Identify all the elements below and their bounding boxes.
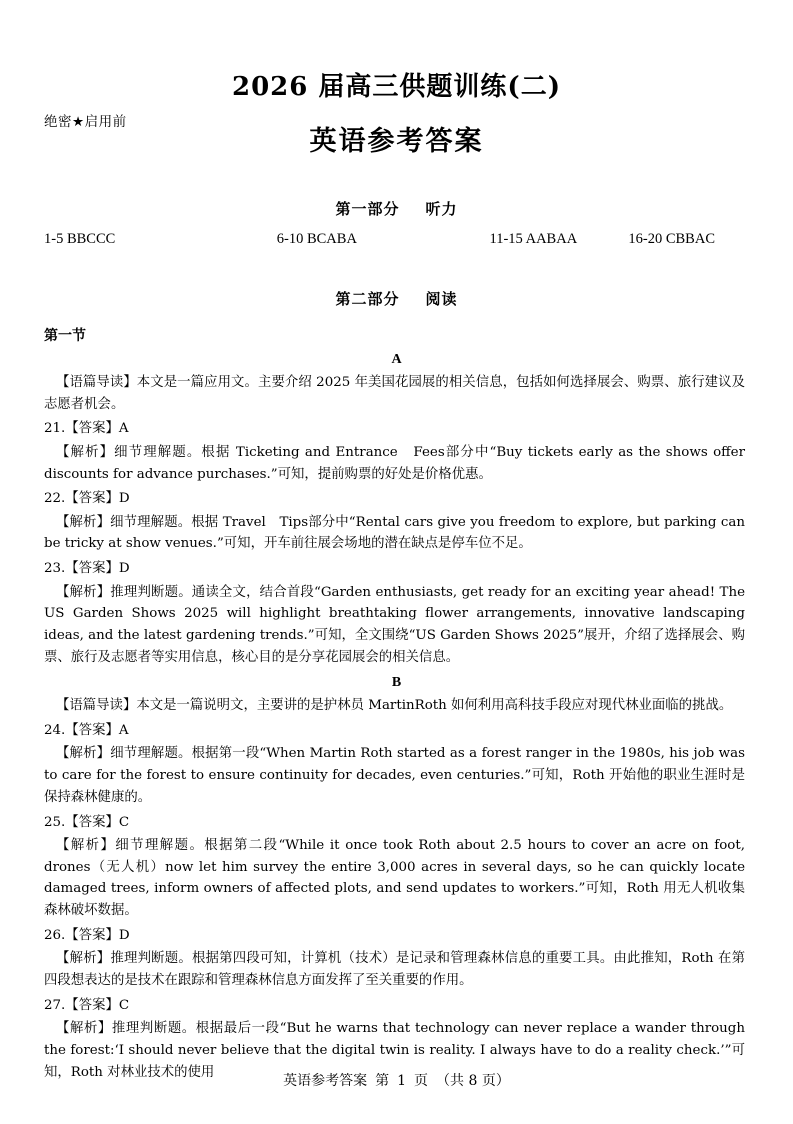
passage-letter-a: A [391,352,402,367]
explanation-text: 【解析】细节理解题。根据第二段“While it once took Roth about 2.5 hours to cover an acre on foot, drones（无人机）now let him survey the entire 3,000 acres in several days, so he can quickly locate damaged trees, inform owners of affected plots, and send updates to workers.”可知，Roth 用无人机收集森林破坏数据。 [44,838,745,919]
explanation-text: 【解析】推理判断题。根据第四段可知，计算机（技术）是记录和管理森林信息的重要工具。由此推知，Roth 在第四段想表达的是技术在跟踪和管理森林信息方面发挥了至关重要的作用。 [44,951,745,988]
answer-line: 27.【答案】C [44,997,130,1013]
page-subtitle: 英语参考答案 [309,126,484,157]
answer-line: 26.【答案】D [44,927,130,943]
part-one-heading [0,198,793,219]
part-one-name: 听力 [425,200,458,218]
footer-label: 英语参考答案 [283,1073,368,1089]
listening-answers-3: 11-15 AABAA [489,231,578,247]
passage-guide: 【语篇导读】本文是一篇应用文。主要介绍 2025 年美国花园展的相关信息，包括如何选择展会、购票、旅行建议及志愿者机会。 [44,375,745,412]
footer-total-pages: （共 8 页） [436,1073,510,1089]
listening-answers-4: 16-20 CBBAC [628,231,715,247]
secret-mark: 绝密★启用前 [44,114,127,130]
explanation-text: 【解析】推理判断题。通读全文，结合首段“Garden enthusiasts, get ready for an exciting year ahead! The US Garden Shows 2025 will highlight breathtaking flower arrangements, innovative landscaping ideas, and the latest gardening trends.”可知，全文围绕“US Garden Shows 2025”展开，介绍了选择展会、购票、旅行及志愿者等实用信息，核心目的是分享花园展会的相关信息。 [44,584,745,665]
footer-page-prefix: 第 [375,1073,390,1089]
listening-answers-row [0,231,793,248]
footer-page-suffix: 页 [414,1073,429,1089]
passage-guide: 【语篇导读】本文是一篇说明文，主要讲的是护林员 MartinRoth 如何利用高科技手段应对现代林业面临的挑战。 [56,698,733,714]
subsection-one-label: 第一节 [44,328,86,344]
explanation-text: 【解析】细节理解题。根据第一段“When Martin Roth started as a forest ranger in the 1980s, his job was to care for the forest to ensure continuity for decades, even centuries.”可知，Roth 开始他的职业生涯时是保持森林健康的。 [44,746,745,805]
answer-line: 25.【答案】C [44,814,130,830]
part-two-heading [0,288,793,309]
passage-b-body [0,695,793,1083]
part-two-label: 第二部分 [335,290,400,308]
answer-line: 21.【答案】A [44,421,129,437]
listening-answers-1: 1-5 BBCCC [44,231,116,247]
footer-page-number: 1 [397,1073,407,1089]
explanation-text: 【解析】推理判断题。根据最后一段“But he warns that technology can never replace a wander through the forest:‘I should never believe that the digital twin is reality. I always have to do a reality check.’”可知，Roth 对林业技术的使用 [44,1021,745,1080]
answer-line: 24.【答案】A [44,723,129,739]
page-title: 2026 届高三供题训练(二) [231,72,562,102]
part-two-name: 阅读 [425,290,458,308]
explanation-text: 【解析】细节理解题。根据 Travel Tips部分中“Rental cars give you freedom to explore, but parking can be tricky at show venues.”可知，开车前往展会场地的潜在缺点是停车位不足。 [44,514,745,552]
answer-line: 23.【答案】D [44,561,130,577]
part-one-label: 第一部分 [335,200,400,218]
explanation-text: 【解析】细节理解题。根据 Ticketing and Entrance Fees部分中“Buy tickets early as the shows offer discounts for advance purchases.”可知，提前购票的好处是价格优惠。 [44,444,745,482]
answer-sheet-page [0,66,793,1124]
passage-a-body [0,372,793,668]
passage-letter-b: B [391,675,402,691]
listening-answers-2: 6-10 BCABA [276,231,357,247]
answer-line: 22.【答案】D [44,491,130,507]
page-footer [0,1070,793,1090]
